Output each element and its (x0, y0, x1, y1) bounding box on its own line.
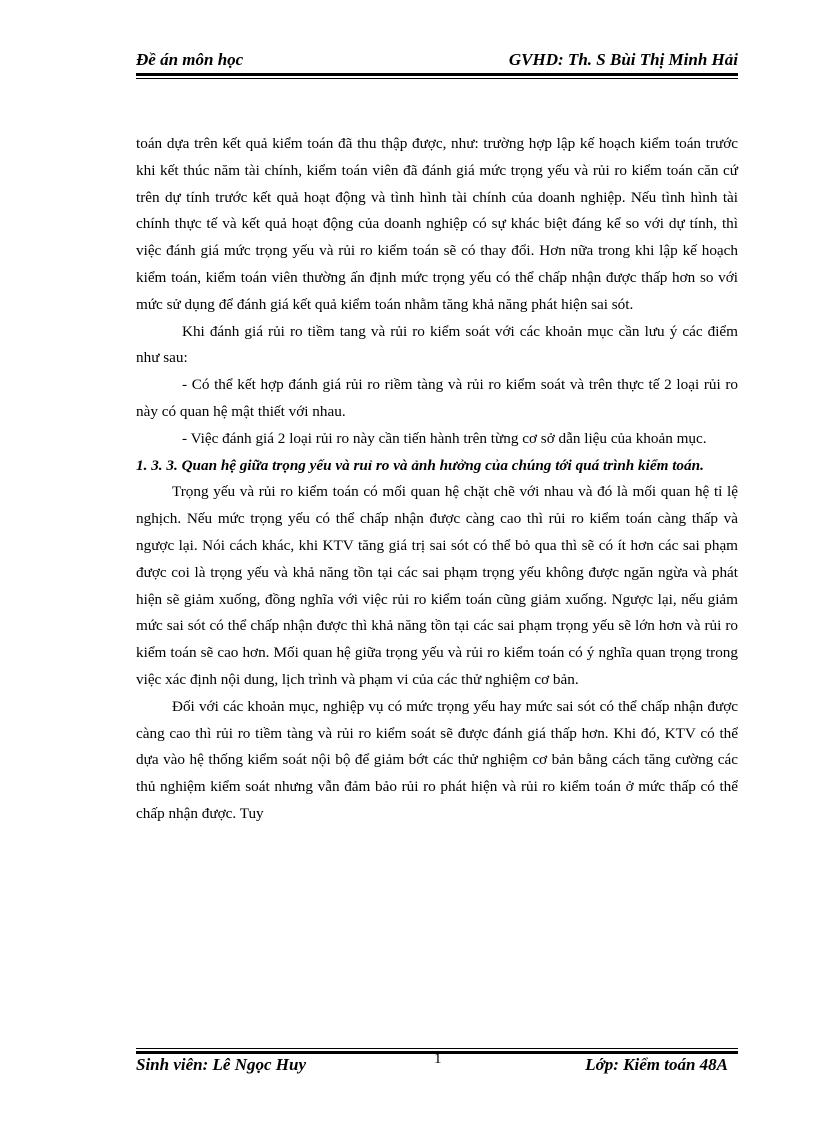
header-course-title: Đề án môn học (136, 50, 244, 69)
header-supervisor: GVHD: Th. S Bùi Thị Minh Hải (508, 50, 738, 69)
section-heading: 1. 3. 3. Quan hệ giữa trọng yếu và ruỉ ro và ảnh hưởng của chúng tới quá trình kiểm toán. (136, 456, 704, 474)
list-item: - Việc đánh giá 2 loại rủi ro này cần tiến hành trên từng cơ sở dẫn liệu của khoản mục. (182, 429, 707, 447)
footer-class-name: Lớp: Kiểm toán 48A (585, 1055, 728, 1074)
document-body (136, 131, 738, 828)
page-number: 1 (434, 1051, 442, 1067)
header-rule-thick (136, 73, 738, 76)
footer-rule-thin (136, 1048, 738, 1049)
page-footer (136, 1051, 738, 1079)
paragraph: Khi đánh giá rủi ro tiềm tang và rủi ro kiểm soát với các khoản mục cần lưu ý các điểm như sau: (136, 322, 738, 367)
footer-student-name: Sinh viên: Lê Ngọc Huy (136, 1055, 306, 1074)
page-header (136, 50, 738, 72)
header-rule-thin (136, 78, 738, 79)
list-item: - Có thể kết hợp đánh giá rủi ro riềm tàng và rủi ro kiểm soát và trên thực tế 2 loại rủi ro này có quan hệ mật thiết với nhau. (136, 376, 738, 420)
paragraph: Trọng yếu và rủi ro kiểm toán có mối quan hệ chặt chẽ với nhau và đó là mối quan hệ tỉ lệ nghịch. Nếu mức trọng yếu có thể chấp nhận được càng cao thì rủi ro kiểm toán càng thấp và ngược lại. Nói cách khác, khi KTV tăng giá trị sai sót có thể bỏ qua thì sẽ có ít hơn các sai phạm được coi là trọng yếu và khả năng tồn tại các sai phạm trọng yếu không được ngăn ngừa và phát hiện sẽ giảm xuống, đồng nghĩa với việc rủi ro kiểm toán cũng giảm xuống. Ngược lại, nếu giảm mức sai sót có thể chấp nhận được thì khả năng tồn tại các sai phạm trọng yếu sẽ lớn hơn và rủi ro kiểm toán sẽ cao hơn. Mối quan hệ giữa trọng yếu và rủi ro kiểm toán có ý nghĩa quan trọng trong việc xác định nội dung, lịch trình và phạm vi của các thử nghiệm cơ bản. (136, 483, 738, 688)
paragraph: toán dựa trên kết quả kiểm toán đã thu thập được, như: trường hợp lập kế hoạch kiểm toán trước khi kết thúc năm tài chính, kiểm toán viên đã đánh giá mức trọng yếu và rủi ro kiểm toán căn cứ trên dự tính trước kết quả hoạt động và tình hình tài chính của doanh nghiệp. Nếu tình hình tài chính thực tế và kết quả hoạt động của doanh nghiệp có sự khác biệt đáng kể so với dự tính, thì việc đánh giá mức trọng yếu và rủi ro kiểm toán sẽ có thay đổi. Hơn nữa trong khi lập kế hoạch kiểm toán, kiểm toán viên thường ấn định mức trọng yếu có thể chấp nhận được thấp hơn so với mức sử dụng để đánh giá kết quả kiểm toán nhằm tăng khả năng phát hiện sai sót. (136, 135, 738, 313)
paragraph: Đối với các khoản mục, nghiệp vụ có mức trọng yếu hay mức sai sót có thể chấp nhận được càng cao thì rủi ro tiềm tàng và rủi ro kiểm soát sẽ được đánh giá thấp hơn. Khi đó, KTV có thể dựa vào hệ thống kiểm soát nội bộ để giảm bớt các thử nghiệm cơ bản bằng cách tăng cường các thủ nghiệm kiểm soát nhưng vẫn đảm bảo rủi ro phát hiện và rủi ro kiểm toán ở mức thấp có thể chấp nhận được. Tuy (136, 697, 738, 822)
